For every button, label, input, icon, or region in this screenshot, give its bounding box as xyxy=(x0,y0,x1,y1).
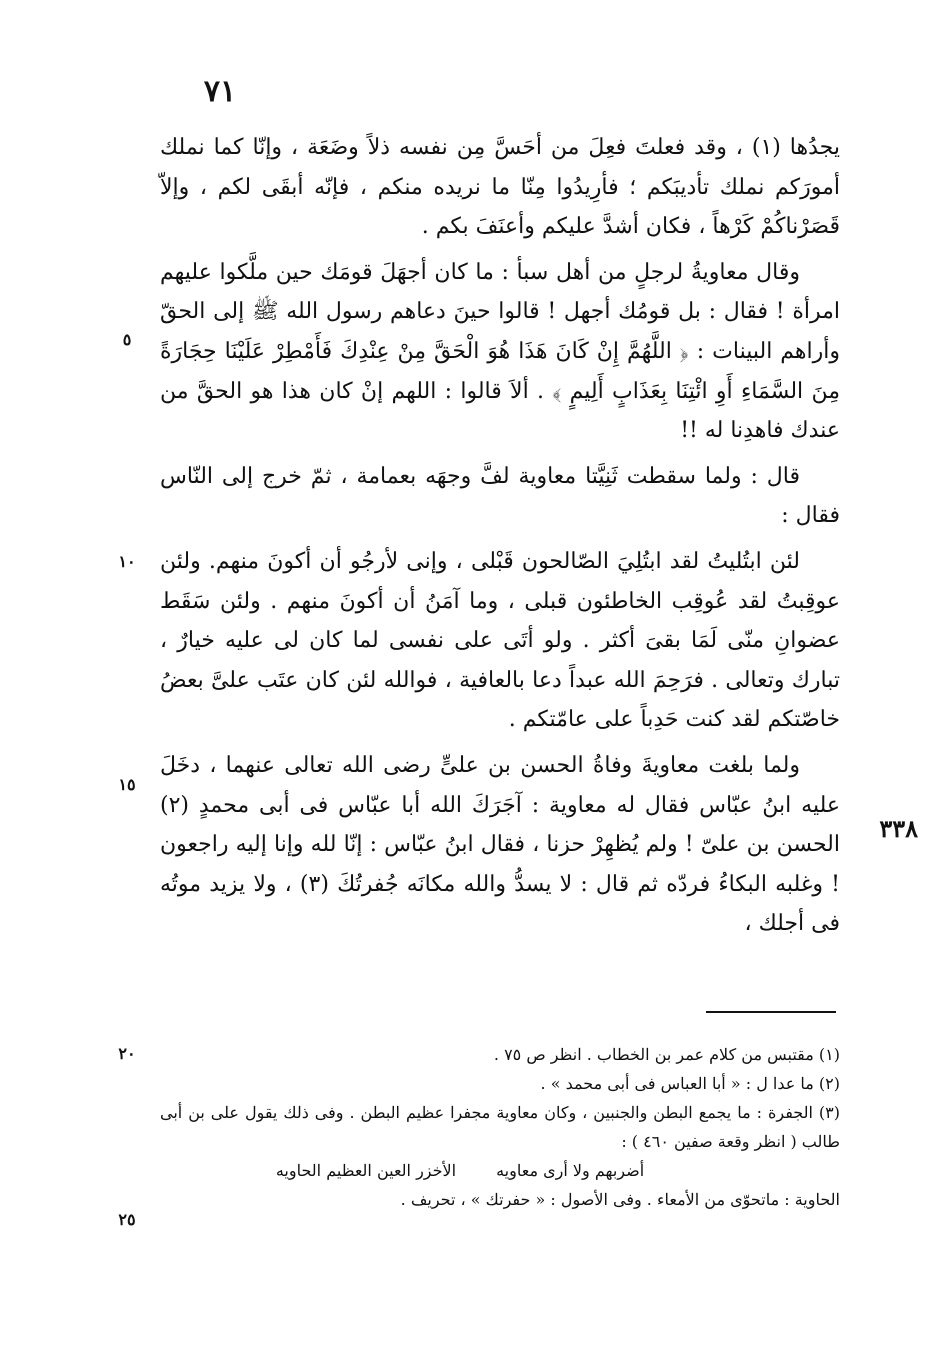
verse-hemistich: أضربهم ولا أرى معاويه xyxy=(496,1161,645,1180)
paragraph: ولما بلغت معاويةَ وفاةُ الحسن بن علىٍّ رضى الله تعالى عنهما ، دخَلَ عليه ابنُ عبّاس فقال له معاوية : آجَرَكَ الله أبا عبّاس فى أبى محمدٍ (٢) الحسن بن علىّ ! ولم يُظهِرْ حزنا ، فقال ابنُ عبّاس : إنّا لله وإنا إليه راجعون ! وغلبه البكاءُ فردّه ثم قال : لا يسدُّ والله مكانَه جُفرتُكَ (٣) ، ولا يزيد موتُه فى أجلك ، xyxy=(160,752,840,937)
footnote: الحاوية : ماتحوّى من الأمعاء . وفى الأصول : « حفرتك » ، تحريف . xyxy=(400,1190,840,1209)
line-number: ٥ xyxy=(122,330,132,349)
footnote-verse xyxy=(160,1156,840,1185)
margin-reference: ٣٣٨ xyxy=(879,814,918,843)
footnote: (٣) الجفرة : ما يجمع البطن والجنبين ، وكان معاوية مجفرا عظيم البطن . وفى ذلك يقول على بن أبى طالب ( انظر وقعة صفين ٤٦٠ ) : xyxy=(160,1103,840,1151)
paragraph: لئن ابتُليتُ لقد ابتُلِيَ الصّالحون قَبْلى ، وإنى لأرجُو أن أكونَ منهم. ولئن عوقِبتُ لقد عُوقِب الخاطئون قبلى ، وما آمَنُ أن أكونَ منهم . ولئن سَقَط عضوانِ منّى لَمَا بقىَ أكثر . ولو أتَى على نفسى لما كان لى عليه خيارٌ ، تبارك وتعالى . فرَحِمَ الله عبداً دعا بالعافية ، فوالله لئن كان عتَب علىَّ بعضُ خاصّتكم لقد كنت حَدِباً على عامّتكم . xyxy=(160,548,840,733)
verse-hemistich: الأخزر العين العظيم الحاويه xyxy=(275,1161,457,1180)
line-number: ١٠ xyxy=(118,552,136,571)
paragraph: وقال معاويةُ لرجلٍ من أهل سبأ : ما كان أجهَلَ قومَك حين ملَّكوا عليهم امرأة ! فقال : بل قومُك أجهل ! قالوا حينَ دعاهم رسول الله ﷺ إلى الحقّ وأراهم البينات : ﴿ اللَّهُمَّ إِنْ كَانَ هَذَا هُوَ الْحَقَّ مِنْ عِنْدِكَ فَأَمْطِرْ عَلَيْنَا حِجَارَةً مِنَ السَّمَاءِ أَوِ ائْتِنَا بِعَذَابٍ أَلِيمٍ ﴾ . ألاَ قالوا : اللهم إنْ كان هذا هو الحقَّ من عندك فاهدِنا له !! xyxy=(160,259,840,444)
line-number: ٢٥ xyxy=(118,1210,136,1229)
line-number: ١٥ xyxy=(118,775,136,794)
page-number: ٧١ xyxy=(203,74,237,109)
footnote-divider xyxy=(706,1011,836,1013)
footnotes xyxy=(160,1040,840,1214)
main-text xyxy=(160,128,840,944)
footnote: (٢) ما عدا ل : « أبا العباس فى أبى محمد » . xyxy=(540,1074,840,1093)
paragraph: قال : ولما سقطت ثَنِيَّتا معاوية لفَّ وجهَه بعمامة ، ثمّ خرج إلى النّاس فقال : xyxy=(160,463,840,529)
line-number: ٢٠ xyxy=(118,1044,136,1063)
paragraph: يجدُها (١) ، وقد فعلتَ فعِلَ من أحَسَّ مِن نفسه ذلاً وضَعَة ، وإنّا كما نملك أمورَكم نملك تأديبَكم ؛ فأرِيدُوا مِنّا ما نريده منكم ، فإنّه أبقَى لكم ، وإلاّ قَصَرْناكُمْ كَرْهاً ، فكان أشدَّ عليكم وأعنَفَ بكم . xyxy=(160,135,840,240)
footnote: (١) مقتبس من كلام عمر بن الخطاب . انظر ص ٧٥ . xyxy=(493,1045,840,1064)
